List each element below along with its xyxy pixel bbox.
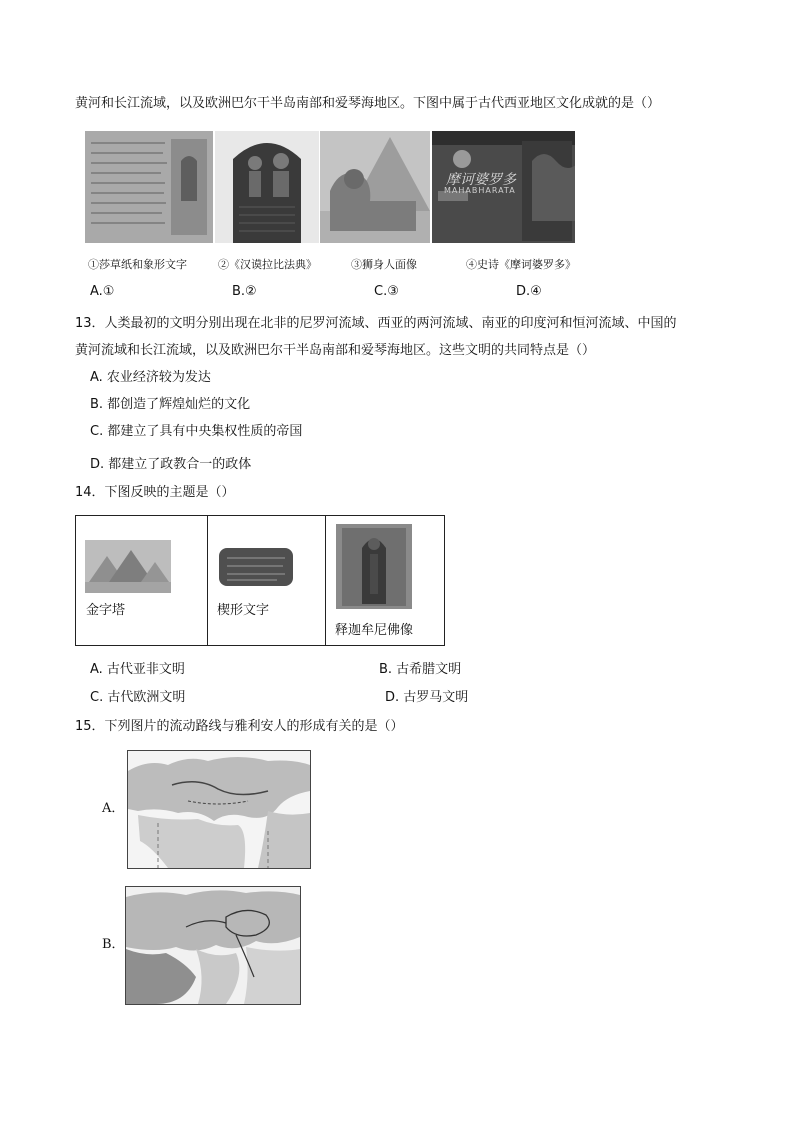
- q13-stem-line1: 13．人类最初的文明分别出现在北非的尼罗河流域、西亚的两河流域、南亚的印度河和恒河流域、中国的: [75, 316, 677, 331]
- sphinx-image: [320, 131, 430, 243]
- q14-cell-cuneiform: [207, 516, 325, 645]
- buddha-statue-image: [336, 524, 412, 609]
- caption-3: ③狮身人面像: [351, 258, 417, 271]
- book-title-en: MAHABHARATA: [444, 186, 516, 195]
- q15-map-a[interactable]: [127, 750, 311, 869]
- q14-option-d[interactable]: D. 古罗马文明: [385, 690, 469, 705]
- q13-option-c[interactable]: C. 都建立了具有中央集权性质的帝国: [90, 424, 303, 439]
- caption-2: ②《汉谟拉比法典》: [218, 258, 317, 271]
- q14-label-cuneiform: 楔形文字: [217, 603, 270, 618]
- q14-cell-buddha: [325, 516, 444, 645]
- q12-option-c[interactable]: C.③: [374, 284, 399, 299]
- q12-option-d[interactable]: D.④: [516, 284, 542, 299]
- q12-option-b[interactable]: B.②: [232, 284, 257, 299]
- q12-stem-tail: 黄河和长江流域，以及欧洲巴尔干半岛南部和爱琴海地区。下图中属于古代西亚地区文化成就的是（）: [75, 96, 661, 111]
- q15-option-a-label[interactable]: A．: [102, 801, 125, 816]
- q14-image-table: [75, 515, 445, 646]
- q14-label-buddha: 释迦牟尼佛像: [335, 623, 414, 638]
- q13-stem-line2: 黄河流域和长江流域，以及欧洲巴尔干半岛南部和爱琴海地区。这些文明的共同特点是（）: [75, 343, 596, 358]
- caption-4: ④史诗《摩诃婆罗多》: [466, 258, 576, 271]
- q15-map-b[interactable]: [125, 886, 301, 1005]
- caption-1: ①莎草纸和象形文字: [88, 258, 187, 271]
- hammurabi-code-image: [215, 131, 319, 243]
- q14-option-b[interactable]: B. 古希腊文明: [379, 662, 462, 677]
- papyrus-image: [85, 131, 213, 243]
- q14-label-pyramid: 金字塔: [86, 603, 126, 618]
- q14-option-a[interactable]: A. 古代亚非文明: [90, 662, 185, 677]
- q14-option-c[interactable]: C. 古代欧洲文明: [90, 690, 186, 705]
- q13-option-b[interactable]: B. 都创造了辉煌灿烂的文化: [90, 397, 251, 412]
- q15-stem: 15．下列图片的流动路线与雅利安人的形成有关的是（）: [75, 719, 404, 734]
- q12-option-a[interactable]: A.①: [90, 284, 115, 299]
- q15-option-b-label[interactable]: B．: [102, 937, 125, 952]
- q13-option-a[interactable]: A. 农业经济较为发达: [90, 370, 211, 385]
- mahabharata-book-image: [432, 131, 575, 243]
- q13-option-d[interactable]: D. 都建立了政教合一的政体: [90, 457, 252, 472]
- q14-stem: 14．下图反映的主题是（）: [75, 485, 235, 500]
- pyramid-image: [85, 540, 171, 593]
- cuneiform-tablet-image: [217, 546, 295, 588]
- q14-cell-pyramid: [76, 516, 207, 645]
- book-title-cn: 摩诃婆罗多: [446, 172, 516, 188]
